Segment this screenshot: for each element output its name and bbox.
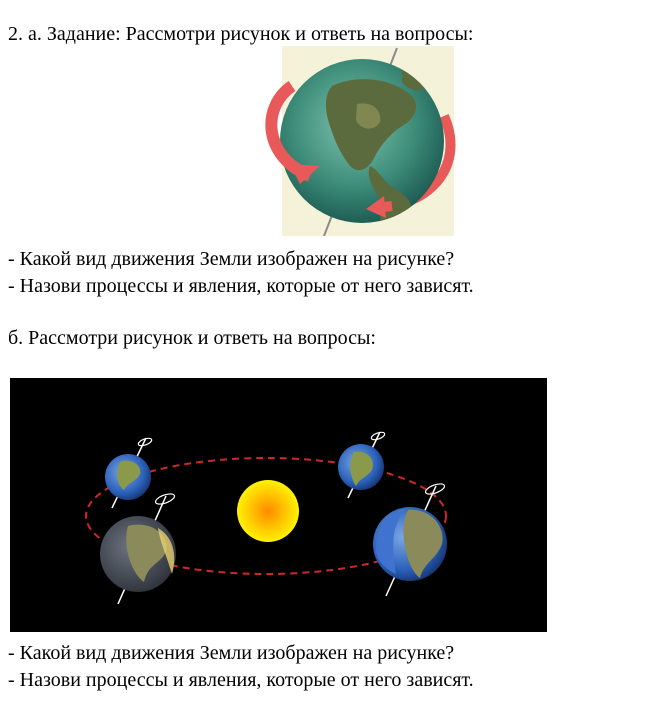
task-a-heading: 2. а. Задание: Рассмотри рисунок и ответь на вопросы: (8, 23, 474, 45)
task-a-question-2: - Назови процессы и явления, которые от него зависят. (8, 275, 474, 297)
task-a-question-1: - Какой вид движения Земли изображен на рисунке? (8, 248, 455, 270)
task-b-heading: б. Рассмотри рисунок и ответь на вопросы: (8, 327, 376, 349)
sun-icon (237, 480, 299, 542)
earth-rotation-figure (262, 46, 462, 236)
task-b-question-1: - Какой вид движения Земли изображен на рисунке? (8, 642, 455, 664)
earth-orbit-figure (10, 378, 547, 632)
task-b-question-2: - Назови процессы и явления, которые от него зависят. (8, 669, 474, 691)
